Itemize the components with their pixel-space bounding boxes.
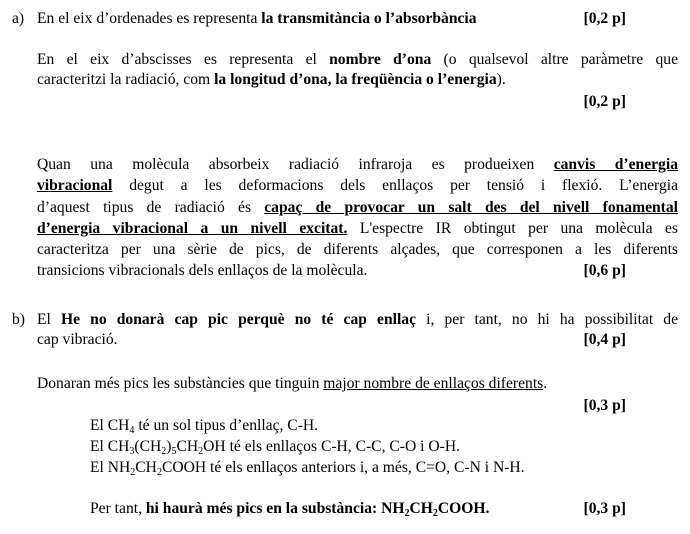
a-p3-underline3: capaç de provocar un salt des del nivell fonamental	[264, 199, 678, 216]
a-line1	[37, 10, 477, 28]
b-p2-underline1: major nombre de enllaços diferents	[323, 375, 544, 392]
a-p3-underline2: vibracional	[37, 177, 113, 194]
marker-a: a)	[12, 10, 25, 27]
b-p2-line1	[37, 375, 547, 393]
points-b1: [0,4 p]	[583, 331, 626, 348]
points-b2: [0,3 p]	[583, 397, 626, 414]
a-p3-text2: degut a les deformacions dels enllaços per tensió i flexió. L’energia	[112, 177, 678, 194]
list-item-ch4: El $CH_4$ té un sol tipus d’enllaç, C-H.	[90, 417, 319, 436]
a-p2-bold2: la longitud d’ona, la freqüència o l’energia	[214, 71, 497, 88]
a-p2-line2	[37, 71, 506, 89]
points-a2: [0,2 p]	[583, 93, 626, 110]
a-p3-line6: transicions vibracionals dels enllaços de la molècula.	[37, 262, 368, 279]
a-p3-line4	[37, 220, 678, 238]
a-line1-text: En el eix d’ordenades es representa	[37, 10, 262, 27]
marker-b: b)	[12, 311, 25, 328]
points-a1: [0,2 p]	[583, 10, 626, 27]
a-p2-bold1: nombre d’ona	[329, 51, 432, 68]
a-p3-text1: Quan una molècula absorbeix radiació infraroja es produeixen	[37, 156, 554, 173]
b-p1-bold1: He no donarà cap pic perquè no té cap enllaç	[60, 311, 417, 328]
b-p1-line2: cap vibració.	[37, 331, 118, 348]
a-p2-text4: ).	[496, 71, 506, 88]
b-p1-line1	[37, 311, 678, 329]
b-p1-text2: i, per tant, no hi ha possibilitat de	[416, 311, 679, 328]
a-p2-text3: caracteritzi la radiació, com	[37, 71, 215, 88]
b-p2-text2: .	[543, 375, 548, 392]
a-p3-text4: L'espectre IR obtingut per una molècula es	[347, 220, 678, 237]
a-p2-line1	[37, 51, 678, 69]
list-item-alcohol: El $CH_3(CH_2)_5CH_2OH$ té els enllaços C-H, C-C, C-O i O-H.	[90, 438, 460, 457]
a-p3-line3	[37, 199, 678, 217]
a-p3-line2	[37, 177, 678, 195]
a-p2-text1: En el eix d’abscisses es representa el	[37, 51, 330, 68]
list-item-glycine: El $NH_2CH_2COOH$ té els enllaços anteriors i, a més, C=O, C-N i N-H.	[90, 459, 525, 478]
a-p2-text2: (o qualsevol altre paràmetre que	[431, 51, 678, 68]
b-p1-text1: El	[37, 311, 61, 328]
points-a3: [0,6 p]	[583, 262, 626, 279]
a-line1-bold: la transmitància o l’absorbància	[261, 10, 477, 27]
a-p3-line1	[37, 156, 678, 174]
a-p3-underline4: d’energia vibracional a un nivell excitat.	[37, 220, 348, 237]
points-b3: [0,3 p]	[583, 500, 626, 517]
a-p3-line5: caracteritza per una sèrie de pics, de diferents alçades, que corresponen a les diferents	[37, 241, 678, 258]
a-p3-text3: d’aquest tipus de radiació és	[37, 199, 265, 216]
conclusion-line: Per tant, hi haurà més pics en la substància: $NH_2CH_2COOH$.	[90, 500, 490, 519]
b-p2-text1: Donaran més pics les substàncies que tinguin	[37, 375, 324, 392]
a-p3-underline1: canvis d’energia	[553, 156, 678, 173]
